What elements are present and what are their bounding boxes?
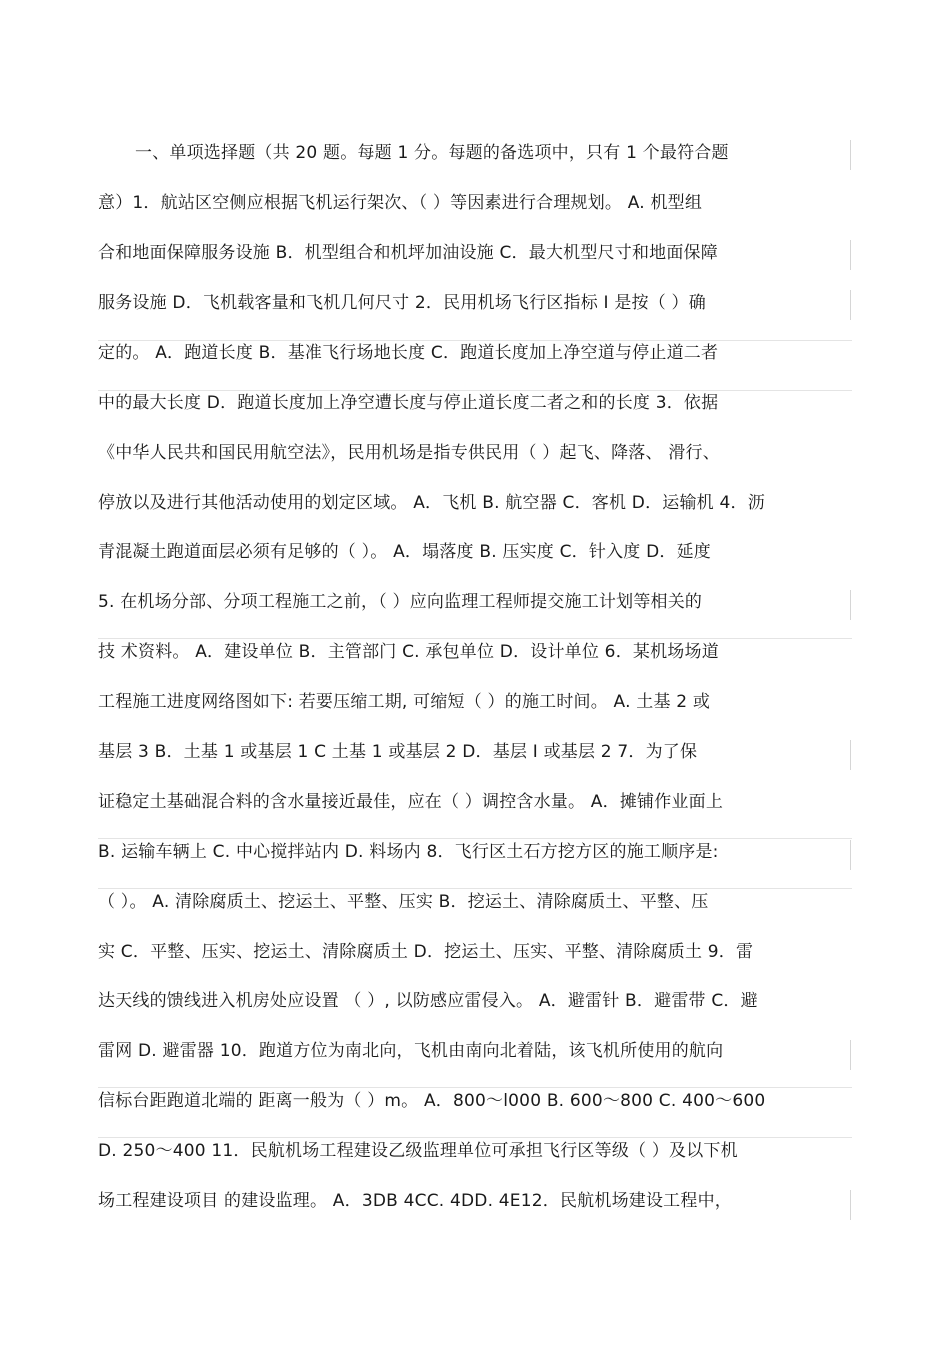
text-line: 场工程建设项目 的建设监理。 A．3DB 4CC. 4DD. 4E12．民航机场建设工程中， [98, 1191, 732, 1211]
text-line: D. 250～400 11．民航机场工程建设乙级监理单位可承担飞行区等级（ ）及以下机 [98, 1141, 738, 1161]
text-line: 工程施工进度网络图如下: 若要压缩工期, 可缩短（ ）的施工时间。 A. 土基 2 或 [98, 692, 711, 712]
text-line: 5. 在机场分部、分项工程施工之前，（ ）应向监理工程师提交施工计划等相关的 [98, 592, 703, 612]
text-line: 实 C．平整、压实、挖运土、清除腐质土 D．挖运土、压实、平整、清除腐质土 9．雷 [98, 942, 754, 962]
text-line: 意）1．航站区空侧应根据飞机运行架次、（ ）等因素进行合理规划。 A. 机型组 [98, 193, 703, 213]
divider [98, 1087, 852, 1088]
margin-mark [850, 590, 851, 620]
text-line: 达天线的馈线进入机房处应设置 （ ）, 以防感应雷侵入。 A．避雷针 B．避雷带 C．避 [98, 991, 758, 1011]
divider [98, 888, 852, 889]
margin-mark [850, 1190, 851, 1220]
text-line: B. 运输车辆上 C. 中心搅拌站内 D. 料场内 8．飞行区土石方挖方区的施工顺序是: [98, 842, 719, 862]
margin-mark [850, 740, 851, 770]
margin-mark [850, 840, 851, 870]
text-line: 停放以及进行其他活动使用的划定区域。 A．飞机 B. 航空器 C．客机 D．运输机 4．沥 [98, 493, 765, 513]
margin-mark [850, 290, 851, 320]
text-line: 基层 3 B．土基 1 或基层 1 C 土基 1 或基层 2 D．基层 I 或基层 2 7．为了保 [98, 742, 698, 762]
divider [98, 638, 852, 639]
text-line: 《中华人民共和国民用航空法》，民用机场是指专供民用（ ）起飞、降落、 滑行、 [98, 443, 720, 463]
text-line: 青混凝土跑道面层必须有足够的（ ）。 A．塌落度 B. 压实度 C．针入度 D．延度 [98, 542, 711, 562]
margin-mark [850, 140, 851, 170]
divider [98, 340, 852, 341]
divider [98, 390, 852, 391]
divider [98, 1137, 852, 1138]
text-line: 雷网 D. 避雷器 10．跑道方位为南北向，飞机由南向北着陆，该飞机所使用的航向 [98, 1041, 724, 1061]
margin-mark [850, 240, 851, 270]
text-line: 定的。 A．跑道长度 B．基准飞行场地长度 C．跑道长度加上净空道与停止道二者 [98, 343, 719, 363]
margin-mark [850, 1040, 851, 1070]
text-line: 证稳定土基础混合料的含水量接近最佳，应在（ ）调控含水量。 A．摊铺作业面上 [98, 792, 724, 812]
text-line: 合和地面保障服务设施 B．机型组合和机坪加油设施 C．最大机型尺寸和地面保障 [98, 243, 718, 263]
text-line: 信标台距跑道北端的 距离一般为（ ）m。 A．800～l000 B. 600～800 C. 400～600 [98, 1091, 766, 1111]
text-line: 一、单项选择题（共 20 题。每题 1 分。每题的备选项中，只有 1 个最符合题 [135, 143, 729, 163]
text-line: 服务设施 D．飞机载客量和飞机几何尺寸 2．民用机场飞行区指标 I 是按（ ）确 [98, 293, 706, 313]
text-line: 技 术资料。 A．建设单位 B．主管部门 C. 承包单位 D．设计单位 6．某机场场道 [98, 642, 719, 662]
divider [98, 838, 852, 839]
text-line: （ ）。 A. 清除腐质土、挖运土、平整、压实 B．挖运土、清除腐质土、平整、压 [98, 892, 709, 912]
text-line: 中的最大长度 D．跑道长度加上净空遭长度与停止道长度二者之和的长度 3．依据 [98, 393, 719, 413]
